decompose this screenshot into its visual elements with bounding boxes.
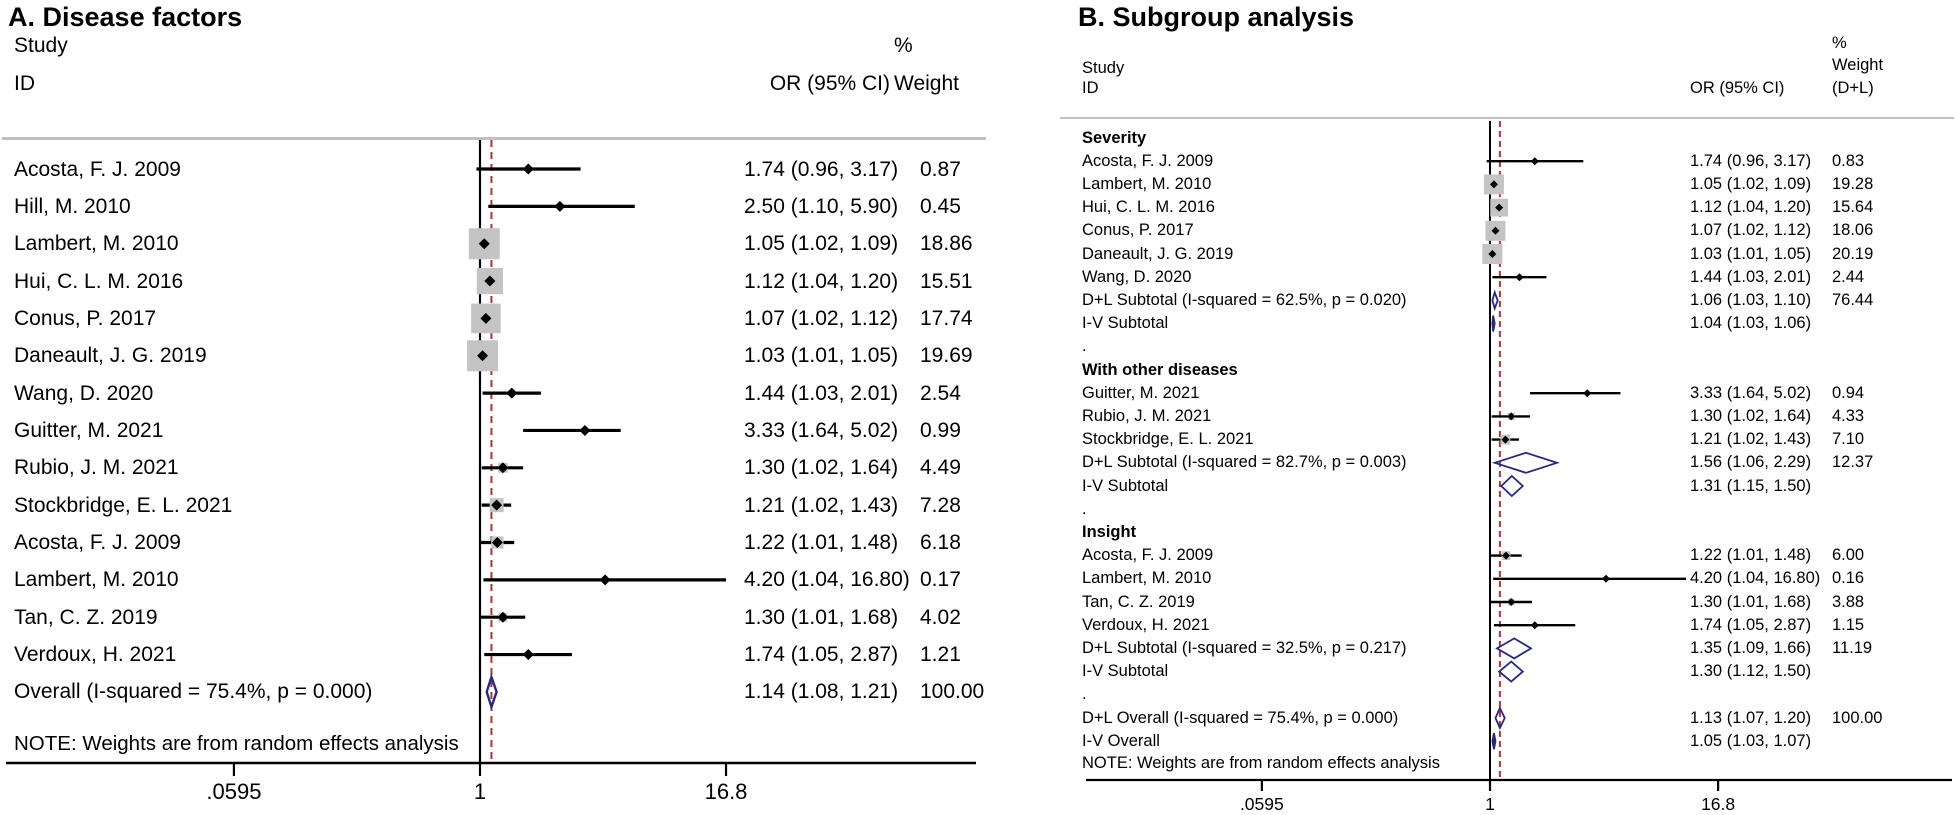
weight-square	[1517, 275, 1522, 280]
point-estimate-marker	[554, 201, 565, 212]
weight-square	[1508, 599, 1515, 606]
weight-value: 18.86	[920, 232, 973, 256]
pooled-diamond	[1501, 476, 1522, 496]
or-ci-value: 1.12 (1.04, 1.20)	[1690, 198, 1812, 217]
heading-label: With other diseases	[1082, 360, 1238, 379]
point-estimate-marker	[1583, 389, 1591, 397]
study-label: Acosta, F. J. 2009	[14, 157, 181, 181]
pooled-diamond	[1492, 733, 1495, 749]
weight-square	[1502, 551, 1511, 560]
weight-value: 0.83	[1832, 151, 1865, 170]
weight-value: 0.99	[920, 418, 961, 442]
point-estimate-marker	[497, 612, 508, 623]
weight-square	[1490, 199, 1508, 217]
panel-a-or-header: OR (95% CI)	[769, 72, 890, 95]
weight-value: 12.37	[1832, 453, 1874, 472]
weight-value: 4.33	[1832, 406, 1865, 425]
or-ci-value: 1.30 (1.01, 1.68)	[744, 605, 899, 629]
dot-label: .	[1082, 337, 1087, 356]
study-label: Rubio, J. M. 2021	[14, 456, 179, 480]
weight-value: 100.00	[1832, 708, 1883, 727]
pooled-diamond	[1495, 708, 1504, 728]
weight-value: 0.87	[920, 157, 961, 181]
subtotal-label: D+L Subtotal (I-squared = 32.5%, p = 0.217)	[1082, 638, 1407, 657]
weight-square	[1482, 244, 1502, 264]
pooled-diamond	[1495, 453, 1557, 473]
point-estimate-marker	[1501, 436, 1509, 444]
or-ci-value: 1.12 (1.04, 1.20)	[744, 269, 899, 293]
or-ci-value: 1.35 (1.09, 1.66)	[1690, 638, 1812, 657]
overall-label: I-V Overall	[1082, 731, 1160, 750]
weight-square	[526, 652, 531, 657]
weight-value: 1.15	[1832, 615, 1865, 634]
study-label: Tan, C. Z. 2019	[1082, 592, 1195, 611]
or-ci-value: 1.05 (1.02, 1.09)	[744, 232, 899, 256]
weight-value: 6.00	[1832, 546, 1865, 565]
weight-square	[469, 228, 500, 259]
weight-square	[471, 304, 501, 334]
study-label: Hui, C. L. M. 2016	[14, 269, 184, 293]
or-ci-value: 1.13 (1.07, 1.20)	[1690, 708, 1812, 727]
panel-a-note: NOTE: Weights are from random effects analysis	[14, 732, 459, 755]
weight-value: 2.54	[920, 381, 961, 405]
study-label: Lambert, M. 2010	[14, 568, 179, 592]
panel-b-note: NOTE: Weights are from random effects analysis	[1082, 754, 1440, 772]
or-ci-value: 1.31 (1.15, 1.50)	[1690, 476, 1812, 495]
weight-value: 15.51	[920, 269, 973, 293]
or-ci-value: 1.74 (0.96, 3.17)	[1690, 151, 1812, 170]
panel-a-study-header: Study	[14, 34, 68, 57]
x-axis-tick-label: .0595	[206, 779, 262, 804]
weight-value: 7.28	[920, 493, 961, 517]
weight-value: 4.49	[920, 456, 961, 480]
or-ci-value: 2.50 (1.10, 5.90)	[744, 194, 899, 218]
point-estimate-marker	[484, 276, 495, 287]
or-ci-value: 1.05 (1.02, 1.09)	[1690, 174, 1812, 193]
or-ci-value: 1.44 (1.03, 2.01)	[1690, 267, 1812, 286]
panel-b-percent-header: %	[1832, 34, 1847, 52]
or-ci-value: 1.21 (1.02, 1.43)	[744, 493, 899, 517]
weight-square	[1501, 435, 1511, 445]
study-label: Acosta, F. J. 2009	[14, 531, 181, 554]
weight-value: 20.19	[1832, 244, 1874, 263]
weight-value: 3.88	[1832, 592, 1865, 611]
weight-value: 19.28	[1832, 174, 1874, 193]
overall-label: D+L Overall (I-squared = 75.4%, p = 0.000)	[1082, 708, 1399, 727]
study-label: Lambert, M. 2010	[1082, 174, 1212, 193]
weight-value: 19.69	[920, 344, 973, 368]
weight-square	[467, 340, 498, 371]
point-estimate-marker	[1488, 250, 1496, 258]
weight-square	[508, 390, 515, 397]
subtotal-label: D+L Subtotal (I-squared = 62.5%, p = 0.020)	[1082, 290, 1407, 309]
study-label: Stockbridge, E. L. 2021	[1082, 430, 1254, 449]
weight-value: 4.02	[920, 605, 961, 629]
or-ci-value: 1.74 (1.05, 2.87)	[744, 643, 899, 667]
point-estimate-marker	[523, 649, 534, 660]
panel-b-study-header: Study	[1082, 59, 1125, 77]
or-ci-value: 1.03 (1.01, 1.05)	[1690, 244, 1812, 263]
or-ci-value: 1.14 (1.08, 1.21)	[744, 680, 899, 704]
panel-b-dl-header: (D+L)	[1832, 79, 1874, 97]
or-ci-value: 1.05 (1.03, 1.07)	[1690, 731, 1812, 750]
point-estimate-marker	[600, 574, 611, 585]
point-estimate-marker	[506, 388, 517, 399]
or-ci-value: 1.03 (1.01, 1.05)	[744, 344, 899, 368]
weight-value: 18.06	[1832, 221, 1874, 240]
point-estimate-marker	[1491, 227, 1499, 235]
or-ci-value: 4.20 (1.04, 16.80)	[744, 568, 910, 592]
study-label: Hui, C. L. M. 2016	[1082, 198, 1215, 217]
study-label: Conus, P. 2017	[14, 306, 157, 330]
weight-square	[1484, 174, 1504, 194]
study-label: Lambert, M. 2010	[14, 232, 179, 256]
study-label: Wang, D. 2020	[1082, 267, 1192, 286]
study-label: Daneault, J. G. 2019	[1082, 244, 1234, 263]
study-label: Guitter, M. 2021	[14, 418, 164, 442]
subtotal-label: D+L Subtotal (I-squared = 82.7%, p = 0.003)	[1082, 453, 1407, 472]
study-label: Conus, P. 2017	[1082, 221, 1194, 240]
point-estimate-marker	[1507, 598, 1515, 606]
point-estimate-marker	[1531, 621, 1539, 629]
or-ci-value: 4.20 (1.04, 16.80)	[1690, 569, 1821, 588]
point-estimate-marker	[480, 313, 491, 324]
pooled-diamond	[487, 677, 497, 707]
weight-value: 0.17	[920, 568, 961, 592]
study-label: Lambert, M. 2010	[1082, 569, 1212, 588]
or-ci-value: 3.33 (1.64, 5.02)	[1690, 383, 1812, 402]
pooled-diamond	[1492, 292, 1497, 308]
or-ci-value: 1.07 (1.02, 1.12)	[744, 306, 899, 330]
panel-a-percent-header: %	[894, 34, 913, 57]
weight-square	[498, 463, 508, 473]
study-label: Stockbridge, E. L. 2021	[14, 493, 233, 517]
study-label: Acosta, F. J. 2009	[1082, 546, 1214, 565]
point-estimate-marker	[1531, 157, 1539, 165]
or-ci-value: 1.06 (1.03, 1.10)	[1690, 290, 1812, 309]
study-label: Verdoux, H. 2021	[14, 643, 177, 667]
point-estimate-marker	[477, 350, 488, 361]
panel-b-title: B. Subgroup analysis	[1078, 2, 1355, 32]
weight-square	[477, 268, 503, 294]
dot-label: .	[1082, 499, 1087, 518]
heading-label: Severity	[1082, 128, 1147, 147]
weight-square	[498, 613, 507, 622]
point-estimate-marker	[491, 500, 502, 511]
or-ci-value: 1.74 (1.05, 2.87)	[1690, 615, 1812, 634]
weight-value: 7.10	[1832, 430, 1865, 449]
point-estimate-marker	[492, 537, 503, 548]
weight-value: 11.19	[1832, 638, 1873, 657]
or-ci-value: 1.07 (1.02, 1.12)	[1690, 221, 1812, 240]
panel-a-id-header: ID	[14, 72, 35, 95]
point-estimate-marker	[579, 425, 590, 436]
weight-square	[491, 536, 503, 548]
heading-label: Insight	[1082, 522, 1137, 541]
or-ci-value: 1.04 (1.03, 1.06)	[1690, 314, 1812, 333]
header-rule	[2, 137, 986, 140]
weight-value: 0.16	[1832, 569, 1865, 588]
point-estimate-marker	[1602, 575, 1610, 583]
study-label: Hill, M. 2010	[14, 194, 131, 218]
panel-a-weight-header: Weight	[894, 72, 959, 95]
subtotal-label: I-V Subtotal	[1082, 476, 1169, 495]
weight-value: 6.18	[920, 531, 961, 554]
study-label: Rubio, J. M. 2021	[1082, 406, 1212, 425]
or-ci-value: 1.30 (1.02, 1.64)	[744, 456, 899, 480]
panel-a-title: A. Disease factors	[8, 2, 243, 32]
weight-value: 76.44	[1832, 290, 1874, 309]
subtotal-label: I-V Subtotal	[1082, 314, 1169, 333]
weight-square	[1508, 413, 1515, 420]
x-axis-tick-label: 1	[473, 779, 487, 804]
subtotal-label: I-V Subtotal	[1082, 662, 1169, 681]
or-ci-value: 1.44 (1.03, 2.01)	[744, 381, 899, 405]
point-estimate-marker	[1507, 412, 1515, 420]
or-ci-value: 1.22 (1.01, 1.48)	[1690, 546, 1812, 565]
weight-value: 0.94	[1832, 383, 1865, 402]
weight-value: 100.00	[920, 680, 985, 704]
study-label: Guitter, M. 2021	[1082, 383, 1200, 402]
study-label: Tan, C. Z. 2019	[14, 605, 158, 629]
weight-square	[1485, 221, 1505, 241]
study-label: Acosta, F. J. 2009	[1082, 151, 1214, 170]
weight-value: 17.74	[920, 306, 973, 330]
weight-value: 0.45	[920, 194, 961, 218]
panel-b-or-header: OR (95% CI)	[1690, 79, 1785, 97]
panel-b-weight-header: Weight	[1832, 56, 1884, 74]
panel-b-id-header: ID	[1082, 79, 1099, 97]
or-ci-value: 3.33 (1.64, 5.02)	[744, 418, 899, 442]
point-estimate-marker	[1490, 180, 1498, 188]
weight-square	[583, 428, 587, 432]
study-label: Daneault, J. G. 2019	[14, 344, 207, 368]
x-axis-tick-label: .0595	[1239, 794, 1284, 814]
study-label: Verdoux, H. 2021	[1082, 615, 1210, 634]
point-estimate-marker	[1495, 204, 1503, 212]
or-ci-value: 1.56 (1.06, 2.29)	[1690, 453, 1812, 472]
weight-square	[490, 498, 504, 512]
weight-value: 1.21	[920, 643, 961, 667]
weight-value: 2.44	[1832, 267, 1865, 286]
point-estimate-marker	[1502, 552, 1510, 560]
pooled-diamond	[1492, 316, 1494, 332]
pooled-diamond	[1499, 662, 1523, 682]
weight-value: 15.64	[1832, 198, 1874, 217]
point-estimate-marker	[1515, 273, 1523, 281]
or-ci-value: 1.21 (1.02, 1.43)	[1690, 430, 1812, 449]
x-axis-tick-label: 16.8	[704, 779, 748, 804]
x-axis-tick-label: 1	[1485, 794, 1495, 814]
header-rule	[1060, 117, 1954, 119]
overall-label: Overall (I-squared = 75.4%, p = 0.000)	[14, 680, 373, 704]
or-ci-value: 1.30 (1.02, 1.64)	[1690, 406, 1812, 425]
x-axis-tick-label: 16.8	[1701, 794, 1736, 814]
or-ci-value: 1.30 (1.01, 1.68)	[1690, 592, 1812, 611]
dot-label: .	[1082, 685, 1087, 704]
or-ci-value: 1.22 (1.01, 1.48)	[744, 531, 899, 554]
point-estimate-marker	[497, 462, 508, 473]
or-ci-value: 1.30 (1.12, 1.50)	[1690, 662, 1812, 681]
point-estimate-marker	[523, 164, 534, 175]
pooled-diamond	[1497, 638, 1531, 658]
study-label: Wang, D. 2020	[14, 381, 154, 405]
or-ci-value: 1.74 (0.96, 3.17)	[744, 157, 899, 181]
point-estimate-marker	[479, 238, 490, 249]
